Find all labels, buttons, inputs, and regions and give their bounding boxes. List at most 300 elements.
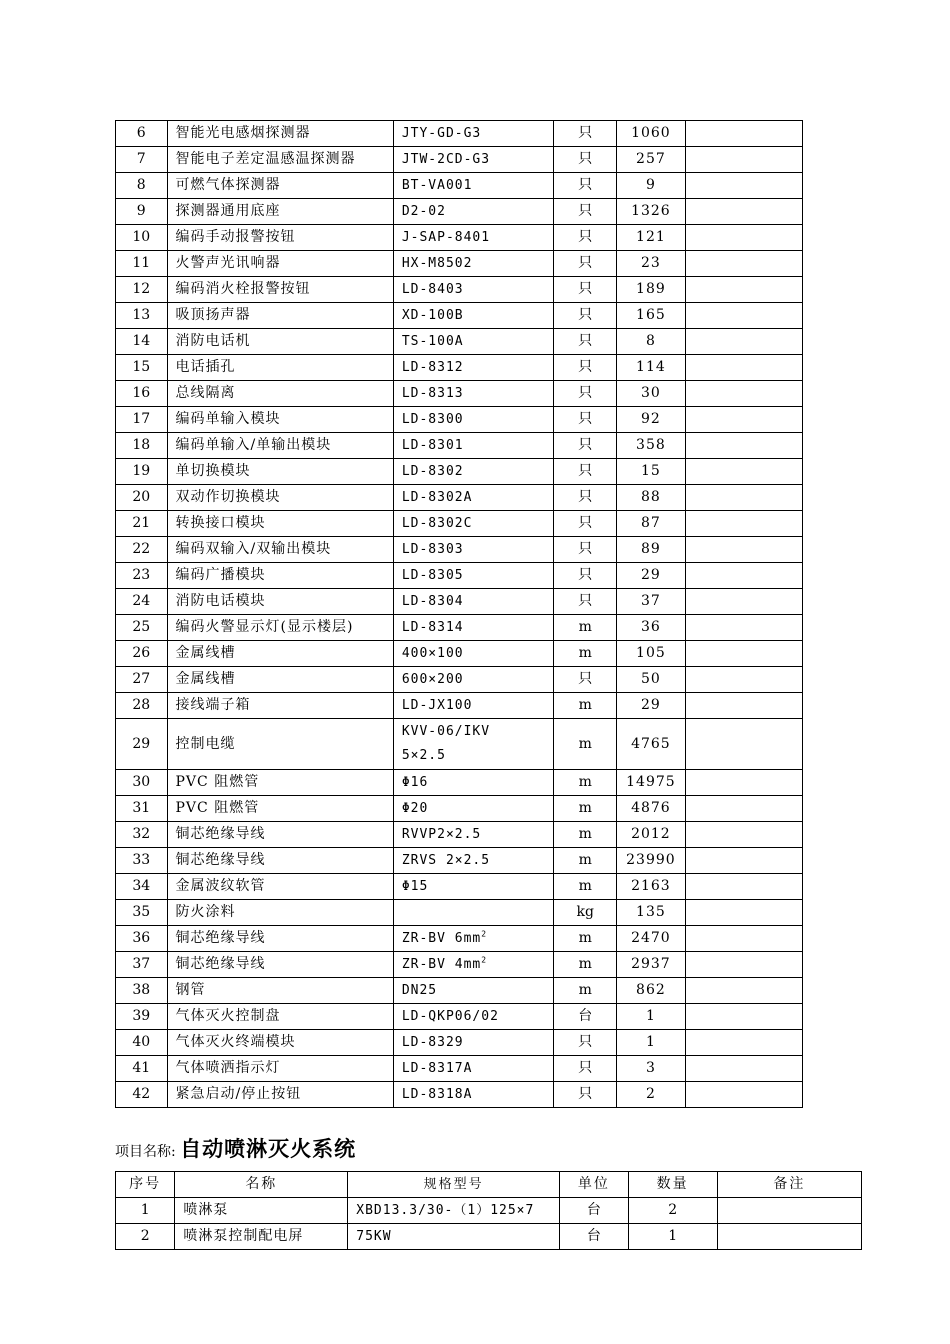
cell-no: 10 <box>116 225 168 251</box>
spec-text: J-SAP-8401 <box>401 230 491 245</box>
cell-qty: 1 <box>628 1224 717 1250</box>
cell-no: 2 <box>116 1224 175 1250</box>
cell-unit: 台 <box>560 1198 629 1224</box>
cell-unit: m <box>554 874 617 900</box>
spec-superscript: 2 <box>481 955 488 965</box>
cell-qty: 23 <box>617 251 686 277</box>
cell-unit: 只 <box>554 433 617 459</box>
table-row <box>116 251 803 277</box>
cell-spec <box>393 381 554 407</box>
cell-unit: m <box>554 952 617 978</box>
cell-note <box>685 874 802 900</box>
cell-name: 铜芯绝缘导线 <box>167 926 393 952</box>
cell-spec <box>393 770 554 796</box>
header-cell-unit: 单位 <box>560 1172 629 1198</box>
cell-name: 智能光电感烟探测器 <box>167 121 393 147</box>
cell-note <box>685 329 802 355</box>
equipment-table-body <box>116 121 803 1108</box>
cell-unit: 只 <box>554 225 617 251</box>
spec-text: LD-8305 <box>401 568 464 583</box>
cell-qty: 1 <box>617 1030 686 1056</box>
table-row <box>116 381 803 407</box>
cell-qty: 105 <box>617 641 686 667</box>
cell-no: 12 <box>116 277 168 303</box>
cell-note <box>685 407 802 433</box>
table-row <box>116 667 803 693</box>
cell-no: 23 <box>116 563 168 589</box>
cell-name: 铜芯绝缘导线 <box>167 822 393 848</box>
spec-text: LD-8313 <box>401 386 464 401</box>
cell-unit: m <box>554 615 617 641</box>
table-row <box>116 407 803 433</box>
cell-note <box>685 615 802 641</box>
table-row <box>116 459 803 485</box>
cell-unit: 只 <box>554 667 617 693</box>
cell-unit: 只 <box>554 537 617 563</box>
header-cell-name: 名称 <box>175 1172 348 1198</box>
cell-note <box>685 225 802 251</box>
cell-spec <box>393 485 554 511</box>
cell-note <box>685 381 802 407</box>
cell-unit: 只 <box>554 355 617 381</box>
cell-spec <box>393 978 554 1004</box>
cell-name: 可燃气体探测器 <box>167 173 393 199</box>
cell-spec <box>393 952 554 978</box>
spec-text: HX-M8502 <box>401 256 473 271</box>
cell-name: PVC 阻燃管 <box>167 770 393 796</box>
cell-spec <box>393 693 554 719</box>
table-row <box>116 926 803 952</box>
cell-name: 电话插孔 <box>167 355 393 381</box>
cell-unit: 只 <box>554 303 617 329</box>
spec-text-line2: 5×2.5 <box>401 748 446 763</box>
cell-note <box>685 199 802 225</box>
header-cell-no: 序号 <box>116 1172 175 1198</box>
cell-spec: XBD13.3/30-（1）125×7 <box>348 1198 560 1224</box>
cell-qty: 23990 <box>617 848 686 874</box>
cell-no: 26 <box>116 641 168 667</box>
cell-name: 气体灭火控制盘 <box>167 1004 393 1030</box>
cell-qty: 2012 <box>617 822 686 848</box>
table-row <box>116 589 803 615</box>
cell-qty: 3 <box>617 1056 686 1082</box>
cell-unit: 只 <box>554 1030 617 1056</box>
cell-note <box>685 251 802 277</box>
spec-text: LD-8300 <box>401 412 464 427</box>
spec-text: LD-8302 <box>401 464 464 479</box>
cell-unit: kg <box>554 900 617 926</box>
header-cell-qty: 数量 <box>628 1172 717 1198</box>
cell-name: 编码单输入模块 <box>167 407 393 433</box>
cell-no: 15 <box>116 355 168 381</box>
cell-name: 转换接口模块 <box>167 511 393 537</box>
spec-text: ZR-BV 4mm <box>401 957 482 972</box>
cell-name: 铜芯绝缘导线 <box>167 848 393 874</box>
cell-spec <box>393 121 554 147</box>
cell-qty: 36 <box>617 615 686 641</box>
cell-qty: 114 <box>617 355 686 381</box>
table-row <box>116 978 803 1004</box>
cell-no: 33 <box>116 848 168 874</box>
cell-note <box>685 303 802 329</box>
cell-qty: 87 <box>617 511 686 537</box>
cell-no: 11 <box>116 251 168 277</box>
cell-qty: 30 <box>617 381 686 407</box>
spec-text: RVVP2×2.5 <box>401 827 482 842</box>
spec-text: LD-8317A <box>401 1061 473 1076</box>
cell-qty: 14975 <box>617 770 686 796</box>
cell-unit: m <box>554 926 617 952</box>
cell-name: 喷淋泵控制配电屏 <box>175 1224 348 1250</box>
spec-text: 400×100 <box>401 646 464 661</box>
cell-qty: 358 <box>617 433 686 459</box>
cell-unit: 只 <box>554 121 617 147</box>
table-row <box>116 693 803 719</box>
cell-note <box>685 355 802 381</box>
cell-unit: m <box>554 796 617 822</box>
cell-qty: 4876 <box>617 796 686 822</box>
table-row <box>116 355 803 381</box>
cell-spec <box>393 459 554 485</box>
cell-no: 16 <box>116 381 168 407</box>
cell-no: 42 <box>116 1082 168 1108</box>
spec-text: DN25 <box>401 983 438 998</box>
table-row <box>116 952 803 978</box>
header-cell-note: 备注 <box>717 1172 861 1198</box>
table-row <box>116 199 803 225</box>
cell-spec <box>393 355 554 381</box>
cell-qty: 2 <box>628 1198 717 1224</box>
spec-text: ZR-BV 6mm <box>401 931 482 946</box>
cell-spec <box>393 173 554 199</box>
spec-text: KVV-06/IKV <box>401 724 491 739</box>
cell-spec <box>393 1030 554 1056</box>
cell-name: 消防电话机 <box>167 329 393 355</box>
cell-spec <box>393 1056 554 1082</box>
cell-spec: 75KW <box>348 1224 560 1250</box>
cell-name: 编码双输入/双输出模块 <box>167 537 393 563</box>
cell-qty: 189 <box>617 277 686 303</box>
table-row <box>116 1198 862 1224</box>
cell-qty: 50 <box>617 667 686 693</box>
cell-spec <box>393 900 554 926</box>
spec-text: LD-QKP06/02 <box>401 1009 499 1024</box>
cell-note <box>685 485 802 511</box>
cell-spec <box>393 615 554 641</box>
cell-name: 防火涂料 <box>167 900 393 926</box>
cell-note <box>685 770 802 796</box>
cell-spec <box>393 796 554 822</box>
cell-no: 14 <box>116 329 168 355</box>
table-row <box>116 485 803 511</box>
equipment-table <box>115 120 803 1108</box>
spec-text: XD-100B <box>401 308 464 323</box>
table-row <box>116 277 803 303</box>
table-row <box>116 1224 862 1250</box>
spec-text: LD-8329 <box>401 1035 464 1050</box>
table-row <box>116 303 803 329</box>
spec-text: ZRVS 2×2.5 <box>401 853 491 868</box>
cell-qty: 29 <box>617 693 686 719</box>
cell-spec <box>393 225 554 251</box>
spec-text: BT-VA001 <box>401 178 473 193</box>
cell-unit: 只 <box>554 199 617 225</box>
cell-qty: 2937 <box>617 952 686 978</box>
cell-unit: m <box>554 822 617 848</box>
cell-qty: 862 <box>617 978 686 1004</box>
cell-spec <box>393 147 554 173</box>
cell-no: 7 <box>116 147 168 173</box>
cell-no: 39 <box>116 1004 168 1030</box>
cell-name: 钢管 <box>167 978 393 1004</box>
cell-note <box>717 1198 861 1224</box>
cell-note <box>685 796 802 822</box>
cell-unit: 只 <box>554 407 617 433</box>
table-row <box>116 1056 803 1082</box>
table-row <box>116 329 803 355</box>
cell-no: 30 <box>116 770 168 796</box>
header-cell-spec: 规格型号 <box>348 1172 560 1198</box>
cell-no: 37 <box>116 952 168 978</box>
cell-unit: 只 <box>554 459 617 485</box>
cell-name: 编码手动报警按钮 <box>167 225 393 251</box>
cell-note <box>685 900 802 926</box>
cell-note <box>685 667 802 693</box>
cell-name: 编码广播模块 <box>167 563 393 589</box>
cell-unit: m <box>554 719 617 770</box>
cell-spec <box>393 874 554 900</box>
table-row <box>116 563 803 589</box>
cell-unit: 只 <box>554 173 617 199</box>
cell-unit: 只 <box>554 511 617 537</box>
table-row <box>116 173 803 199</box>
cell-unit: m <box>554 978 617 1004</box>
cell-qty: 2470 <box>617 926 686 952</box>
cell-note <box>685 978 802 1004</box>
table-row <box>116 537 803 563</box>
cell-name: 探测器通用底座 <box>167 199 393 225</box>
cell-no: 20 <box>116 485 168 511</box>
cell-no: 22 <box>116 537 168 563</box>
table-row <box>116 147 803 173</box>
cell-unit: 台 <box>560 1224 629 1250</box>
cell-no: 6 <box>116 121 168 147</box>
cell-spec <box>393 199 554 225</box>
cell-unit: m <box>554 770 617 796</box>
spec-text: Φ16 <box>401 775 429 790</box>
cell-note <box>685 433 802 459</box>
cell-note <box>685 822 802 848</box>
cell-no: 29 <box>116 719 168 770</box>
cell-qty: 37 <box>617 589 686 615</box>
cell-name: 单切换模块 <box>167 459 393 485</box>
spec-text: Φ20 <box>401 801 429 816</box>
cell-unit: 只 <box>554 1056 617 1082</box>
cell-qty: 4765 <box>617 719 686 770</box>
table-row <box>116 511 803 537</box>
cell-spec <box>393 277 554 303</box>
cell-no: 21 <box>116 511 168 537</box>
cell-qty: 9 <box>617 173 686 199</box>
cell-spec <box>393 822 554 848</box>
spec-text: LD-8301 <box>401 438 464 453</box>
cell-note <box>685 952 802 978</box>
cell-note <box>685 121 802 147</box>
cell-no: 19 <box>116 459 168 485</box>
cell-name: 控制电缆 <box>167 719 393 770</box>
cell-name: 紧急启动/停止按钮 <box>167 1082 393 1108</box>
sprinkler-table-header <box>116 1172 862 1198</box>
cell-note <box>685 511 802 537</box>
table-row <box>116 796 803 822</box>
cell-qty: 135 <box>617 900 686 926</box>
project-name-label: 项目名称: <box>115 1144 176 1160</box>
cell-no: 1 <box>116 1198 175 1224</box>
spec-text: LD-8403 <box>401 282 464 297</box>
cell-note <box>717 1224 861 1250</box>
cell-no: 28 <box>116 693 168 719</box>
cell-qty: 2163 <box>617 874 686 900</box>
cell-note <box>685 1082 802 1108</box>
table-row <box>116 1082 803 1108</box>
cell-name: 金属波纹软管 <box>167 874 393 900</box>
cell-name: 编码单输入/单输出模块 <box>167 433 393 459</box>
table-row <box>116 1030 803 1056</box>
cell-qty: 1326 <box>617 199 686 225</box>
cell-no: 38 <box>116 978 168 1004</box>
cell-name: 编码火警显示灯(显示楼层) <box>167 615 393 641</box>
table-row <box>116 770 803 796</box>
cell-unit: 只 <box>554 563 617 589</box>
cell-unit: m <box>554 693 617 719</box>
cell-spec <box>393 1004 554 1030</box>
cell-note <box>685 277 802 303</box>
spec-superscript: 2 <box>481 929 488 939</box>
section-heading <box>115 1133 356 1163</box>
cell-no: 27 <box>116 667 168 693</box>
cell-no: 36 <box>116 926 168 952</box>
table-row <box>116 433 803 459</box>
cell-no: 18 <box>116 433 168 459</box>
cell-note <box>685 173 802 199</box>
table-row <box>116 121 803 147</box>
table-row <box>116 225 803 251</box>
cell-name: 智能电子差定温感温探测器 <box>167 147 393 173</box>
cell-unit: 台 <box>554 1004 617 1030</box>
cell-note <box>685 147 802 173</box>
cell-name: 火警声光讯响器 <box>167 251 393 277</box>
cell-unit: 只 <box>554 147 617 173</box>
cell-name: 编码消火栓报警按钮 <box>167 277 393 303</box>
cell-spec <box>393 1082 554 1108</box>
spec-text: Φ15 <box>401 879 429 894</box>
cell-qty: 29 <box>617 563 686 589</box>
cell-no: 9 <box>116 199 168 225</box>
spec-text: LD-8312 <box>401 360 464 375</box>
cell-no: 34 <box>116 874 168 900</box>
cell-spec <box>393 641 554 667</box>
cell-no: 25 <box>116 615 168 641</box>
cell-unit: m <box>554 641 617 667</box>
spec-text: LD-8303 <box>401 542 464 557</box>
cell-note <box>685 537 802 563</box>
cell-note <box>685 719 802 770</box>
spec-text: 600×200 <box>401 672 464 687</box>
cell-note <box>685 1030 802 1056</box>
cell-qty: 88 <box>617 485 686 511</box>
spec-text: LD-8318A <box>401 1087 473 1102</box>
cell-name: 双动作切换模块 <box>167 485 393 511</box>
spec-text: LD-8302C <box>401 516 473 531</box>
cell-unit: 只 <box>554 381 617 407</box>
spec-text: TS-100A <box>401 334 464 349</box>
spec-text: JTW-2CD-G3 <box>401 152 491 167</box>
cell-unit: 只 <box>554 251 617 277</box>
table-row <box>116 641 803 667</box>
cell-qty: 257 <box>617 147 686 173</box>
cell-spec <box>393 251 554 277</box>
cell-spec <box>393 667 554 693</box>
table-row <box>116 1004 803 1030</box>
spec-text: LD-8304 <box>401 594 464 609</box>
cell-qty: 1060 <box>617 121 686 147</box>
sprinkler-table <box>115 1171 862 1250</box>
table-row <box>116 615 803 641</box>
table-row <box>116 900 803 926</box>
cell-qty: 89 <box>617 537 686 563</box>
cell-no: 35 <box>116 900 168 926</box>
cell-unit: 只 <box>554 329 617 355</box>
cell-qty: 15 <box>617 459 686 485</box>
cell-no: 8 <box>116 173 168 199</box>
cell-note <box>685 563 802 589</box>
table-row <box>116 874 803 900</box>
spec-text: D2-02 <box>401 204 446 219</box>
cell-unit: 只 <box>554 1082 617 1108</box>
cell-name: 喷淋泵 <box>175 1198 348 1224</box>
cell-spec <box>393 926 554 952</box>
cell-no: 13 <box>116 303 168 329</box>
cell-name: 吸顶扬声器 <box>167 303 393 329</box>
cell-spec <box>393 433 554 459</box>
cell-name: 总线隔离 <box>167 381 393 407</box>
cell-note <box>685 459 802 485</box>
cell-name: PVC 阻燃管 <box>167 796 393 822</box>
cell-qty: 8 <box>617 329 686 355</box>
project-name-title: 自动喷淋灭火系统 <box>180 1136 357 1161</box>
cell-spec <box>393 329 554 355</box>
cell-spec <box>393 719 554 770</box>
cell-unit: 只 <box>554 485 617 511</box>
cell-name: 气体灭火终端模块 <box>167 1030 393 1056</box>
cell-spec <box>393 589 554 615</box>
cell-spec <box>393 563 554 589</box>
cell-no: 41 <box>116 1056 168 1082</box>
spec-text: LD-JX100 <box>401 698 473 713</box>
table-row <box>116 822 803 848</box>
table-row <box>116 848 803 874</box>
cell-spec <box>393 848 554 874</box>
cell-name: 气体喷洒指示灯 <box>167 1056 393 1082</box>
cell-no: 17 <box>116 407 168 433</box>
cell-spec <box>393 407 554 433</box>
cell-name: 接线端子箱 <box>167 693 393 719</box>
cell-unit: 只 <box>554 277 617 303</box>
cell-note <box>685 1056 802 1082</box>
cell-name: 金属线槽 <box>167 667 393 693</box>
cell-no: 24 <box>116 589 168 615</box>
cell-unit: m <box>554 848 617 874</box>
